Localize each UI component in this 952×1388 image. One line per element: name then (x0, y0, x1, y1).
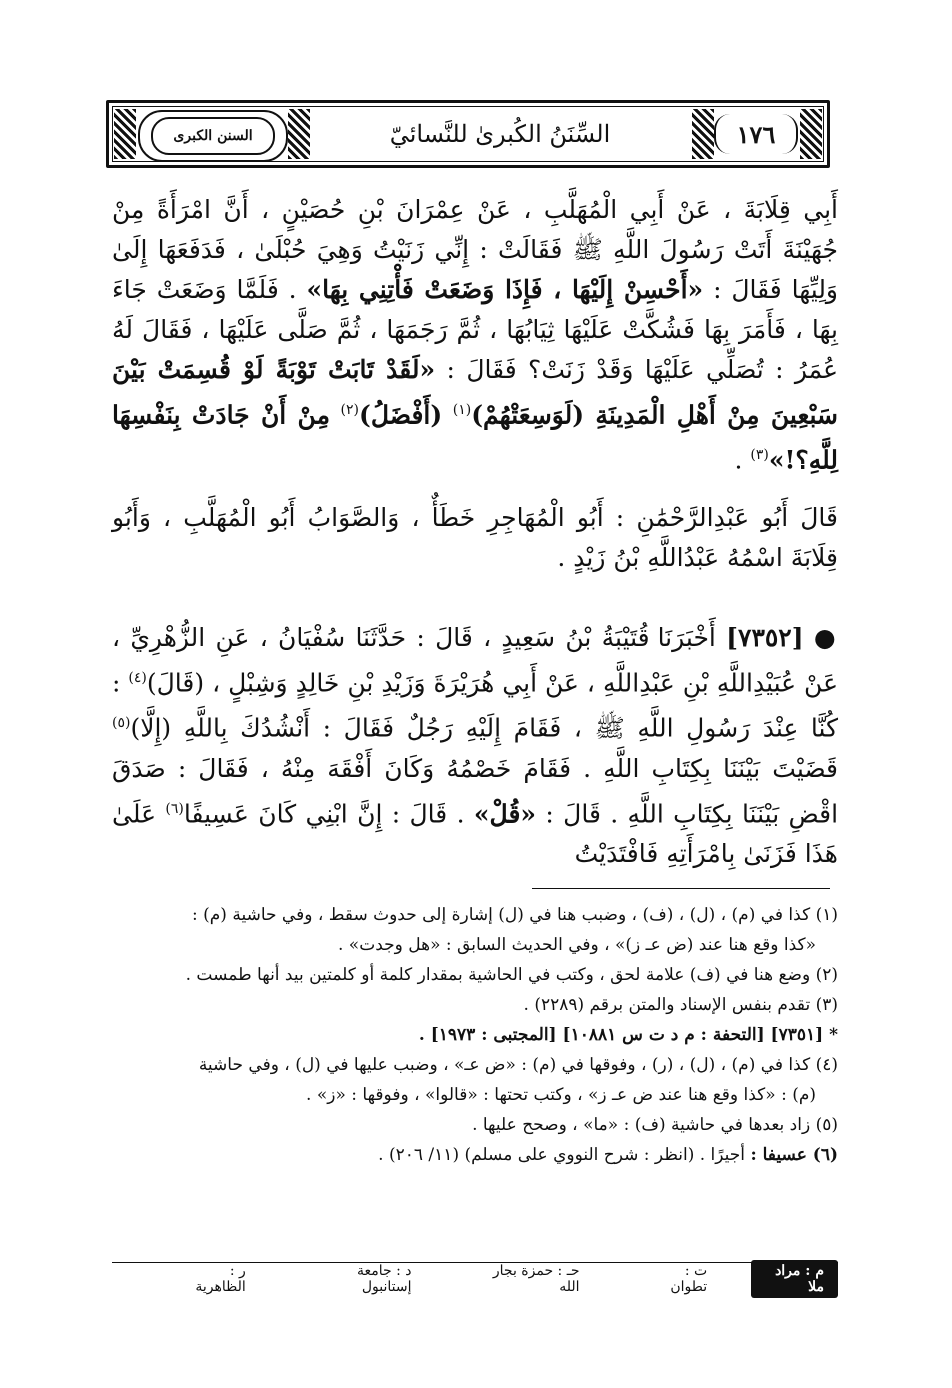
footnote-1: (١) كذا في (م) ، (ل) ، (ف) ، وضبب هنا في (ل) إشارة إلى حدوث سقط ، وفي حاشية (م) : (192, 905, 838, 925)
footnote-ref: (٤) (128, 670, 147, 686)
legend-item-h: حـ : حمزة بجار الله (492, 1263, 580, 1295)
page-number: ١٧٦ (714, 114, 798, 154)
prophet-quote: «لَقَدْ تَابَتْ تَوْبَةً لَوْ قُسِمَتْ بَيْنَ سَبْعِينَ مِنْ أَهْلِ الْمَدِينَةِ (لَوَسِعَتْهُمْ) (112, 355, 839, 430)
footnote-ref: (١) (452, 402, 472, 418)
footnote-3: (٣) تقدم بنفس الإسناد والمتن برقم (٢٢٨٩) . (523, 995, 838, 1015)
manuscript-legend (112, 1264, 838, 1294)
text-span: : كُنَّا عِنْدَ رَسُولِ اللَّهِ ﷺ ، فَقَامَ إِلَيْهِ رَجُلٌ فَقَالَ : أَنْشُدُكَ بِاللَّهِ (إِلَّا) (112, 668, 838, 743)
text-span: أَبِي قِلَابَةَ ، عَنْ أَبِي الْمُهَلَّبِ ، عَنْ عِمْرَانَ بْنِ حُصَيْنٍ ، أَنَّ امْرَأَةً مِنْ جُهَيْنَةَ أَتَتْ رَسُولَ اللَّهِ ﷺ فَقَالَتْ : إِنِّي زَنَيْتُ وَهِيَ حُبْلَىٰ ، فَدَفَعَهَا إِلَىٰ وَلِيِّهَا فَقَالَ : (112, 195, 839, 304)
hadith-paragraph-1 (112, 190, 838, 481)
prophet-quote: «أَحْسِنْ إِلَيْهَا ، فَإِذَا وَضَعَتْ فَأْتِنِي بِهَا» (306, 275, 704, 304)
footnote-ref: (٥) (112, 715, 131, 732)
footnotes (112, 900, 838, 1170)
prophet-quote: «قُلْ» (473, 798, 537, 828)
text-span: . قَالَ : إِنَّ ابْنِي كَانَ عَسِيفًا (183, 798, 465, 828)
footnote-5: (٥) زاد بعدها في حاشية (ف) : «ما» ، وصحح عليها . (472, 1115, 838, 1135)
legend-badge: م : مراد ملا (751, 1260, 838, 1298)
text-span: . (734, 445, 743, 475)
footnote-4-cont: (م) : «كذا وقع هنا عند ض عـ ز» ، وكتب تحتها : «قالوا» ، وفوقها : «ز» . (306, 1085, 816, 1105)
footnote-2: (٢) وضع هنا في (ف) علامة لحق ، وكتب في الحاشية بمقدار كلمة أو كلمتين بيد أنها طمست . (185, 965, 838, 985)
legend-item-d: د : جامعة إستانبول (356, 1263, 412, 1295)
text-span: أَخْبَرَنَا قُتَيْبَةُ بْنُ سَعِيدٍ ، قَالَ : حَدَّثَنَا سُفْيَانُ ، عَنِ الزُّهْرِيِّ ، عَنْ عُبَيْدِاللَّهِ بْنِ عَبْدِاللَّهِ ، عَنْ أَبِي هُرَيْرَةَ وَزَيْدِ بْنِ خَالِدٍ وَشِبْلٍ ، (قَالَ) (112, 623, 838, 698)
footnote-ref: (٣) (750, 447, 769, 464)
footnote-ref: (٦) (165, 800, 184, 817)
seal-text: السنن الكبرى (151, 117, 275, 155)
ornament-icon (288, 109, 310, 159)
ornament-icon (692, 109, 714, 159)
footnote-4: (٤) كذا في (م) ، (ل) ، (ر) ، وفوقها في (م) : «ض عـ» ، وضبب عليها في (ل) ، وفي حاشية (198, 1055, 838, 1075)
legend-item-r: ر : الظاهرية (195, 1263, 246, 1295)
running-header (106, 100, 830, 168)
author-comment: قَالَ أَبُو عَبْدِالرَّحْمَٰنِ : أَبُو الْمُهَاجِرِ خَطَأٌ ، وَالصَّوَابُ أَبُو الْمُهَلَّبِ ، وَأَبُو قِلَابَةَ اسْمُهُ عَبْدُاللَّهِ بْنُ زَيْدٍ . (112, 503, 838, 572)
legend-item-t: ت : تطوان (670, 1263, 708, 1295)
text-span: . فَلَمَّا وَضَعَتْ جَاءَ بِهَا ، فَأَمَرَ بِهَا فَشُكَّتْ عَلَيْهَا ثِيَابُهَا ، ثُمَّ رَجَمَهَا ، ثُمَّ صَلَّى عَلَيْهَا ، فَقَالَ لَهُ عُمَرُ : تُصَلِّي عَلَيْهَا وَقَدْ زَنَتْ؟ فَقَالَ : (112, 275, 839, 384)
ornament-icon (114, 109, 136, 159)
footnote-ref: (٢) (340, 402, 360, 418)
book-title: السِّنَنُ الكُبرىٰ للنَّسائيّ (389, 120, 611, 148)
text-span: عَلَىٰ هَذَا فَزَنَىٰ بِامْرَأَتِهِ فَافْتَدَيْتُ (112, 798, 838, 868)
footnote-6 (112, 1140, 838, 1170)
footnote-1-cont: «كذا وقع هنا عند (ض عـ ز)» ، وفي الحديث السابق : «هل وجدت» . (338, 935, 816, 955)
takhrij-note: * [٧٣٥١] [التحفة : م د ت س ١٠٨٨١] [المجتبى : ١٩٧٣] . (418, 1025, 838, 1045)
footnote-divider (532, 888, 830, 889)
prophet-quote: (أَفْضَلُ) (359, 400, 443, 430)
hadith-number: [٧٣٥٢] (726, 623, 804, 652)
prophet-quote: مِنْ أَنْ جَادَتْ بِنَفْسِهَا لِلَّهِ؟!» (112, 400, 838, 475)
bullet-icon: ● (813, 623, 838, 652)
text-span: قَضَيْتَ بَيْنَنَا بِكِتَابِ اللَّهِ . فَقَامَ خَصْمُهُ وَكَانَ أَفْقَهَ مِنْهُ ، فَقَالَ : صَدَقَ اقْضِ بَيْنَنَا بِكِتَابِ اللَّهِ . قَالَ : (112, 753, 839, 828)
hadith-paragraph-2 (112, 618, 838, 874)
ornament-icon (800, 109, 822, 159)
footnote-6-term: (٦) عسيفا : (750, 1145, 838, 1165)
seal-logo (138, 110, 288, 162)
footnote-6-text: أجيرًا . (انظر : شرح النووي على مسلم) (١١/ ٢٠٦) . (378, 1145, 746, 1165)
